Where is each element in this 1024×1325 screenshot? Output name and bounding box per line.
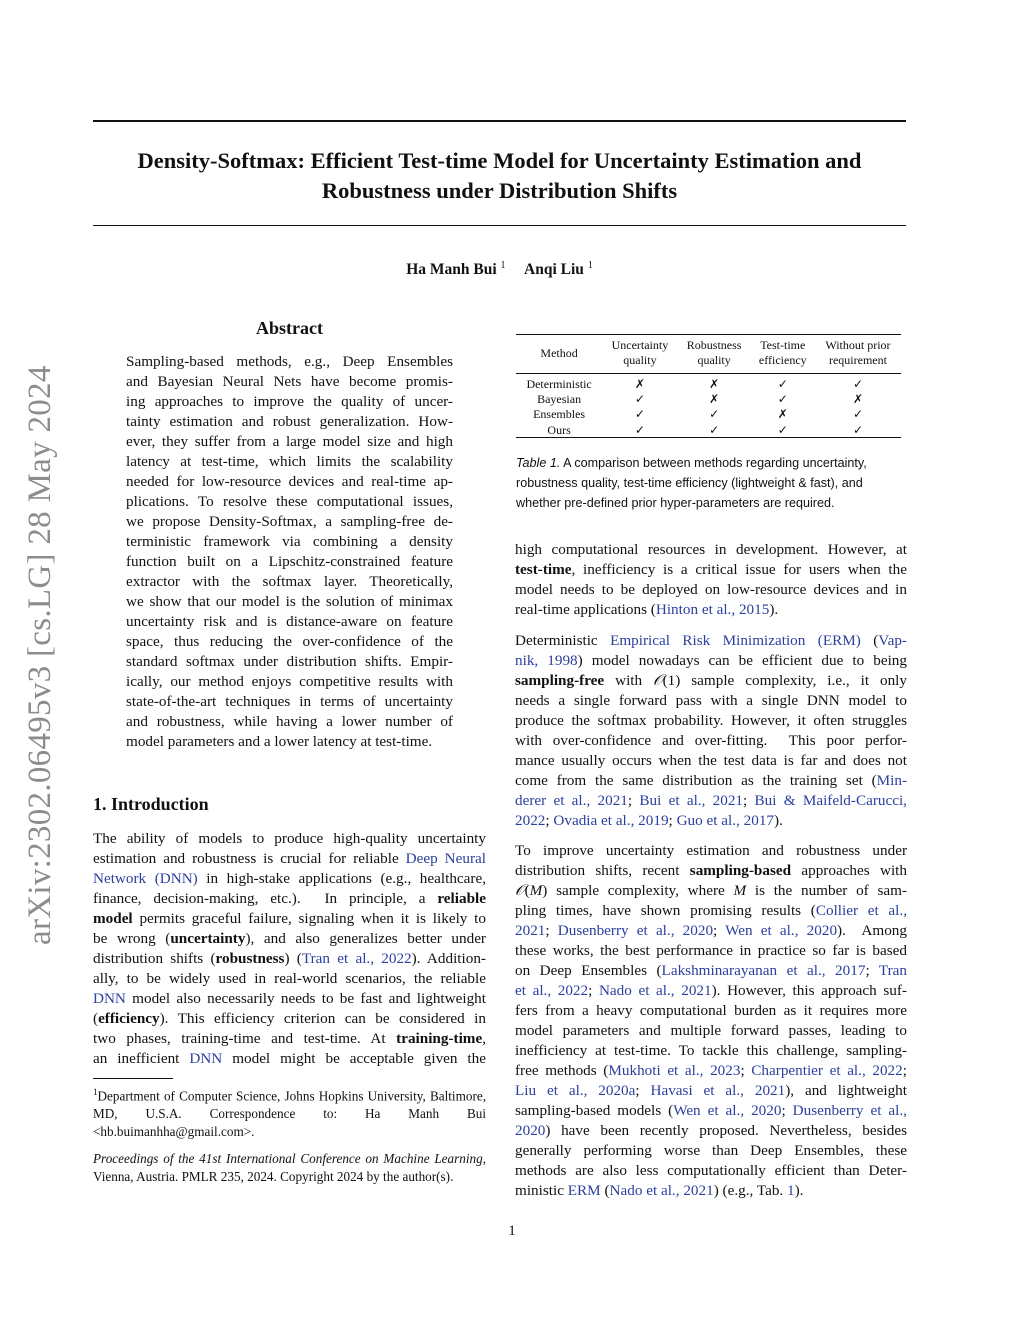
table-cell: ✗ — [777, 407, 788, 422]
citation-link[interactable]: 2020 — [515, 1122, 546, 1139]
page-number: 1 — [508, 1223, 516, 1239]
citation-link[interactable]: Liu et al., 2020a — [515, 1082, 636, 1099]
table-header-prior: Without prior requirement — [825, 338, 891, 367]
table-cell: ✓ — [777, 392, 788, 407]
table-cell: Ensembles — [533, 407, 586, 422]
proceedings-venue: Proceedings of the 41st International Conference on Machine Learning — [93, 1151, 483, 1166]
abstract-line: and Bayesian Neural Nets have become promis- — [126, 373, 453, 390]
table-cell: Bayesian — [537, 392, 582, 407]
citation-link[interactable]: Min- — [876, 772, 907, 789]
abstract-line: and robustness, while having a lower number of — [126, 713, 453, 730]
table-cell: ✗ — [634, 377, 645, 391]
citation-link[interactable]: Nado et al., 2021 — [598, 982, 712, 999]
citation-link[interactable]: Lakshminarayanan et al., 2017 — [661, 962, 866, 979]
affiliation-text: Department of Computer Science, Johns Hopkins University, Baltimore, MD, U.S.A. Correspondence to: Ha Manh Bui <hb.buimanhha@gmail.com>. — [93, 1088, 486, 1140]
right-paragraph-3: To improve uncertainty estimation and robustness under distribution shifts, recent sampling-based approaches with 𝒪(M) sample complexity, where M is the number of sam- pling times, have shown promising results (Collier et al., 2021; Dusenberry et al., 2020; Wen et al., 2020). Among these works, the best performance in practice so far is based on Deep Ensembles (Lakshminarayanan et al., 2017; Tran et al., 2022; Nado et al., 2021). However, this approach suf- fers from a heavy computational burden as it requires more model parameters and multiple forward passes, leading to inefficiency at test-time. To tackle this challenge, sampling- free methods (Mukhoti et al., 2023; Charpentier et al., 2022; Liu et al., 2020a; Havasi et al., 2021), and lightweight sampling-based models (Wen et al., 2020; Dusenberry et al., 2020) have been recently proposed. Nevertheless, besides generally performing worse than Deep Ensembles, these methods are also less computationally efficient than Deter- ministic ERM (Nado et al., 2021) (e.g., Tab. 1). — [515, 842, 908, 1199]
citation-link[interactable]: Wen et al., 2020 — [673, 1102, 782, 1119]
citation-link[interactable]: 2021 — [515, 922, 546, 939]
table-cell: ✓ — [777, 377, 788, 391]
abstract-line: uncertainty risk and is distance-aware on feature — [126, 613, 453, 630]
citation-link[interactable]: Mukhoti et al., 2023 — [608, 1062, 741, 1079]
abstract-line: ever, they suffer from a large model size and high — [126, 433, 453, 450]
table-cell: ✗ — [852, 392, 863, 407]
title-top-rule — [93, 120, 906, 122]
abstract-line: needed for low-resource devices and real-time ap- — [126, 473, 453, 490]
citation-link[interactable]: Nado et al., 2021 — [609, 1182, 714, 1199]
citation-link[interactable]: Collier et al., — [815, 902, 907, 919]
erm-link[interactable]: ERM — [567, 1182, 601, 1199]
table-cell: ✓ — [634, 407, 645, 422]
citation-link[interactable]: Tran et al., 2022 — [301, 950, 412, 967]
abstract-body — [126, 352, 453, 752]
table-cell: Deterministic — [526, 377, 592, 391]
abstract-line: model parameters and a lower latency at test-time. — [126, 733, 433, 750]
abstract-line: space, thus reducing the over-confidence of the — [126, 633, 453, 650]
table-cell: Ours — [547, 422, 571, 437]
citation-link[interactable]: Charpentier et al., 2022 — [751, 1062, 903, 1079]
table-row — [516, 423, 901, 438]
right-paragraph-2: Deterministic Empirical Risk Minimization (ERM) (Vap- nik, 1998) model nowadays can be efficient due to being sampling-free with 𝒪(1) sample complexity, i.e., it only needs a single forward pass with a single DNN model to produce the softmax probability. However, it often struggles with over-confidence and over-fitting. This poor perfor- mance usually occurs when the test data is far and does not come from the same distribution as the training set (Min- derer et al., 2021; Bui et al., 2021; Bui & Maifeld-Carucci, 2022; Ovadia et al., 2019; Guo et al., 2017). — [515, 632, 907, 829]
citation-link[interactable]: 2022 — [515, 812, 546, 829]
abstract-line: function built on a Lipschitz-constrained feature — [126, 553, 453, 570]
abstract-line: ically, our method enjoys competitive results with — [126, 673, 453, 690]
table-cell: ✗ — [709, 392, 720, 407]
table-cell: ✓ — [852, 377, 863, 391]
comparison-table — [516, 335, 901, 438]
abstract-line: plications. To resolve these computational issues, — [126, 493, 453, 510]
right-paragraph-1: high computational resources in development. However, at test-time, inefficiency is a critical issue for users when the model needs to be deployed on low-resource devices and in real-time applications (Hinton et al., 2015). — [515, 541, 907, 618]
author-name: Ha Manh Bui — [406, 261, 497, 279]
citation-link[interactable]: Guo et al., 2017 — [676, 812, 775, 829]
table-cell: ✓ — [634, 392, 645, 407]
table-cell: ✓ — [709, 422, 720, 437]
table-row — [516, 392, 901, 407]
introduction-heading: 1. Introduction — [93, 794, 209, 814]
dnn-link[interactable]: DNN — [93, 990, 126, 1007]
abstract-line: extractor with the softmax layer. Theoretically, — [126, 573, 453, 590]
table-cell: ✗ — [709, 377, 720, 391]
table-header-robustness: Robustness quality — [686, 338, 742, 367]
table-ref-link[interactable]: 1 — [787, 1182, 795, 1199]
table-cell: ✓ — [709, 407, 720, 422]
citation-link[interactable]: Vap- — [878, 632, 907, 649]
table-bottom-rule — [516, 437, 901, 438]
table-row — [516, 377, 901, 392]
dnn-link[interactable]: Deep Neural — [405, 850, 486, 867]
dnn-link[interactable]: Network (DNN) — [93, 870, 198, 887]
table-header-uncertainty: Uncertainty quality — [611, 338, 669, 367]
abstract-line: ing approaches to improve the quality of uncer- — [126, 393, 453, 410]
author-affil-mark: 1 — [587, 260, 593, 271]
affiliation-footnote — [93, 1083, 486, 1141]
table-cell: ✓ — [634, 422, 645, 437]
dnn-link[interactable]: DNN — [189, 1050, 223, 1067]
intro-paragraph-1: The ability of models to produce high-quality uncertainty estimation and robustness is crucial for reliable Deep Neural Network (DNN) in high-stake applications (e.g., healthcare, finance, decision-making, etc.). In principle, a reliable model permits graceful failure, signaling when it is likely to be wrong (uncertainty), and also generalizes better under distribution shifts (robustness) (Tran et al., 2022). Addition- ally, to be widely used in real-world scenarios, the reliable DNN model also necessarily needs to be fast and lightweight (efficiency). This efficiency criterion can be considered in two phases, training-time and test-time. At training-time, an inefficient DNN model might be acceptable given the — [93, 830, 486, 1067]
title-bottom-rule — [93, 225, 906, 226]
citation-link[interactable]: et al., 2022 — [515, 982, 589, 999]
table-caption-text: A comparison between methods regarding uncertainty, robustness quality, test-time efficiency (lightweight & fast), and whether pre-defined prior hyper-parameters are required. — [516, 456, 867, 510]
proceedings-details: , Vienna, Austria. PMLR 235, 2024. Copyright 2024 by the author(s). — [93, 1151, 486, 1184]
table-caption — [516, 453, 908, 513]
table-caption-label: Table 1. — [516, 456, 561, 470]
citation-link[interactable]: Dusenberry et al., — [792, 1102, 907, 1119]
paper-title — [93, 146, 906, 206]
table-cell: ✓ — [852, 407, 863, 422]
citation-link[interactable]: Wen et al., 2020 — [725, 922, 838, 939]
citation-link[interactable]: nik, 1998 — [515, 652, 578, 669]
table-cell: ✓ — [852, 422, 863, 437]
abstract-line: tainty estimation and robust generalization. How- — [126, 413, 453, 430]
table-row — [516, 407, 901, 422]
title-line-1: Density-Softmax: Efficient Test-time Model for Uncertainty Estimation and — [137, 148, 862, 173]
citation-link[interactable]: Hinton et al., 2015 — [655, 601, 770, 618]
abstract-line: Sampling-based methods, e.g., Deep Ensembles — [126, 353, 453, 370]
citation-link[interactable]: Tran — [878, 962, 908, 979]
footnote-rule — [93, 1078, 173, 1079]
abstract-line: we propose Density-Softmax, a sampling-free de- — [126, 513, 453, 530]
author-list — [93, 260, 906, 279]
author-name: Anqi Liu — [524, 261, 584, 279]
citation-link[interactable]: Dusenberry et al., 2020 — [557, 922, 714, 939]
citation-link[interactable]: derer et al., 2021 — [515, 792, 628, 809]
citation-link[interactable]: Bui et al., 2021 — [639, 792, 744, 809]
proceedings-note — [93, 1150, 486, 1186]
erm-link[interactable]: Empirical Risk Minimization (ERM) — [610, 632, 861, 649]
arxiv-stamp: arXiv:2302.06495v3 [cs.LG] 28 May 2024 — [22, 365, 58, 945]
author-affil-mark: 1 — [500, 260, 506, 271]
table-header-efficiency: Test-time efficiency — [758, 338, 807, 367]
abstract-line: latency at test-time, which limits the scalability — [126, 453, 453, 470]
title-line-2: Robustness under Distribution Shifts — [321, 178, 678, 203]
table-header-method: Method — [540, 345, 578, 360]
abstract-line: state-of-the-art techniques in terms of uncertainty — [126, 693, 453, 710]
citation-link[interactable]: Ovadia et al., 2019 — [553, 812, 669, 829]
abstract-line: we show that our model is the solution of minimax — [126, 593, 453, 610]
abstract-line: terministic framework via combining a density — [126, 533, 453, 550]
abstract-heading: Abstract — [256, 318, 323, 338]
footnote-mark: 1 — [93, 1087, 98, 1097]
abstract-line: standard softmax under distribution shifts. Empir- — [126, 653, 453, 670]
table-cell: ✓ — [777, 422, 788, 437]
citation-link[interactable]: Bui & Maifeld-Carucci, — [754, 792, 907, 809]
citation-link[interactable]: Havasi et al., 2021 — [650, 1082, 786, 1099]
